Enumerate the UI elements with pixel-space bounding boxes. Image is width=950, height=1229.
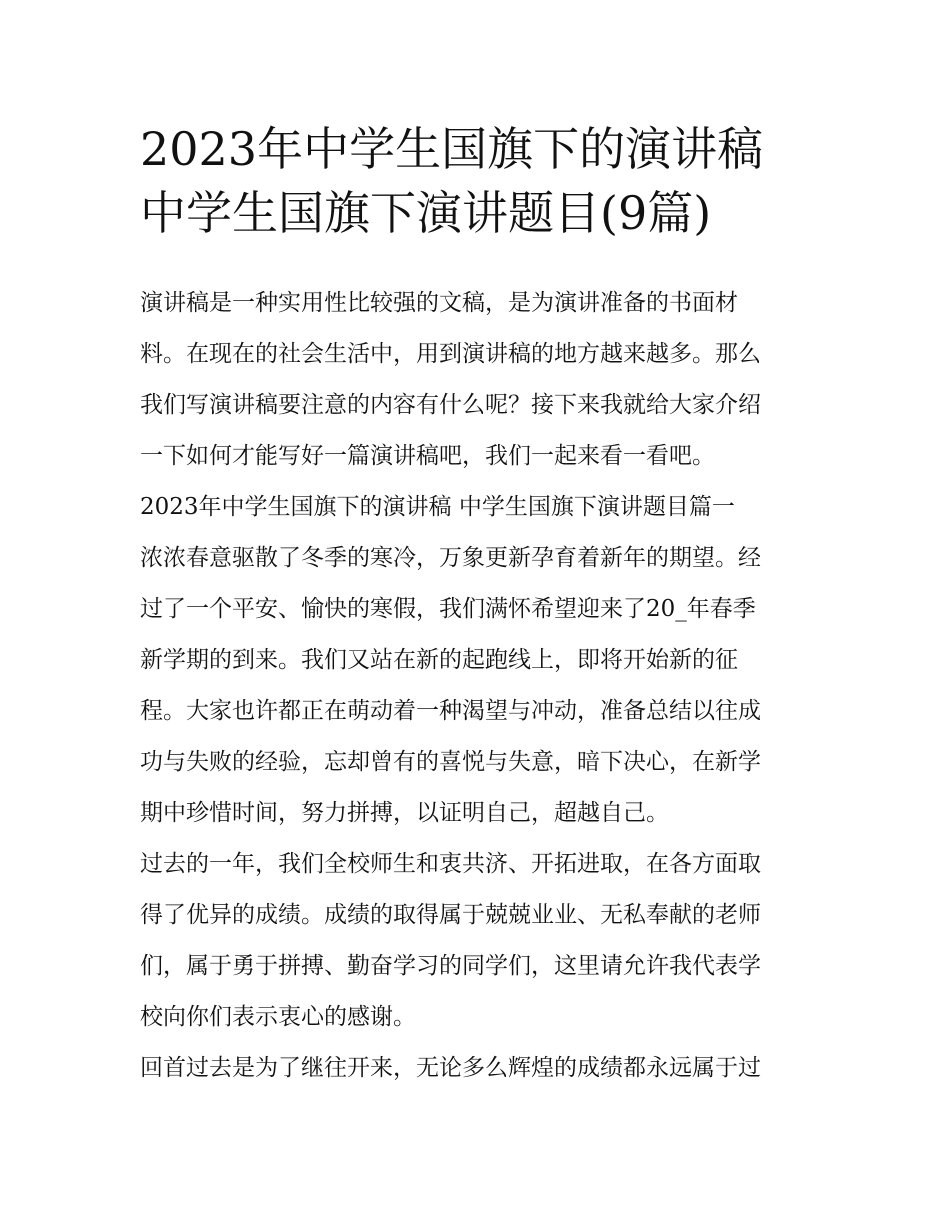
text-line: 校向你们表示衷心的感谢。 xyxy=(140,1004,416,1030)
text-line: 我们写演讲稿要注意的内容有什么呢？接下来我就给大家介绍 xyxy=(140,392,761,418)
section-heading xyxy=(140,482,820,533)
body-paragraph xyxy=(140,533,820,839)
title-line-2: 中学生国旗下演讲题目(9篇) xyxy=(140,186,712,240)
text-line: 得了优异的成绩。成绩的取得属于兢兢业业、无私奉献的老师 xyxy=(140,902,761,928)
text-line: 料。在现在的社会生活中，用到演讲稿的地方越来越多。那么 xyxy=(140,341,761,367)
document-title xyxy=(140,117,820,245)
text-line: 过了一个平安、愉快的寒假，我们满怀希望迎来了20_年春季 xyxy=(140,596,756,622)
body-paragraph xyxy=(140,839,820,1043)
text-line: 程。大家也许都正在萌动着一种渴望与冲动，准备总结以往成 xyxy=(140,698,761,724)
text-line: 演讲稿是一种实用性比较强的文稿，是为演讲准备的书面材 xyxy=(140,290,738,316)
text-line: 们，属于勇于拼搏、勤奋学习的同学们，这里请允许我代表学 xyxy=(140,953,761,979)
body-paragraph xyxy=(140,1043,820,1094)
title-line-1: 2023年中学生国旗下的演讲稿 xyxy=(140,122,764,176)
intro-paragraph xyxy=(140,278,820,482)
text-line: 期中珍惜时间，努力拼搏，以证明自己，超越自己。 xyxy=(140,800,669,826)
text-line: 浓浓春意驱散了冬季的寒冷，万象更新孕育着新年的期望。经 xyxy=(140,545,761,571)
document-body xyxy=(140,278,820,1094)
section-heading-text: 2023年中学生国旗下的演讲稿 中学生国旗下演讲题目篇一 xyxy=(140,494,735,520)
text-line: 回首过去是为了继往开来，无论多么辉煌的成绩都永远属于过 xyxy=(140,1055,761,1081)
text-line: 过去的一年，我们全校师生和衷共济、开拓进取，在各方面取 xyxy=(140,851,761,877)
text-line: 新学期的到来。我们又站在新的起跑线上，即将开始新的征 xyxy=(140,647,738,673)
text-line: 功与失败的经验，忘却曾有的喜悦与失意，暗下决心，在新学 xyxy=(140,749,761,775)
text-line: 一下如何才能写好一篇演讲稿吧，我们一起来看一看吧。 xyxy=(140,443,715,469)
